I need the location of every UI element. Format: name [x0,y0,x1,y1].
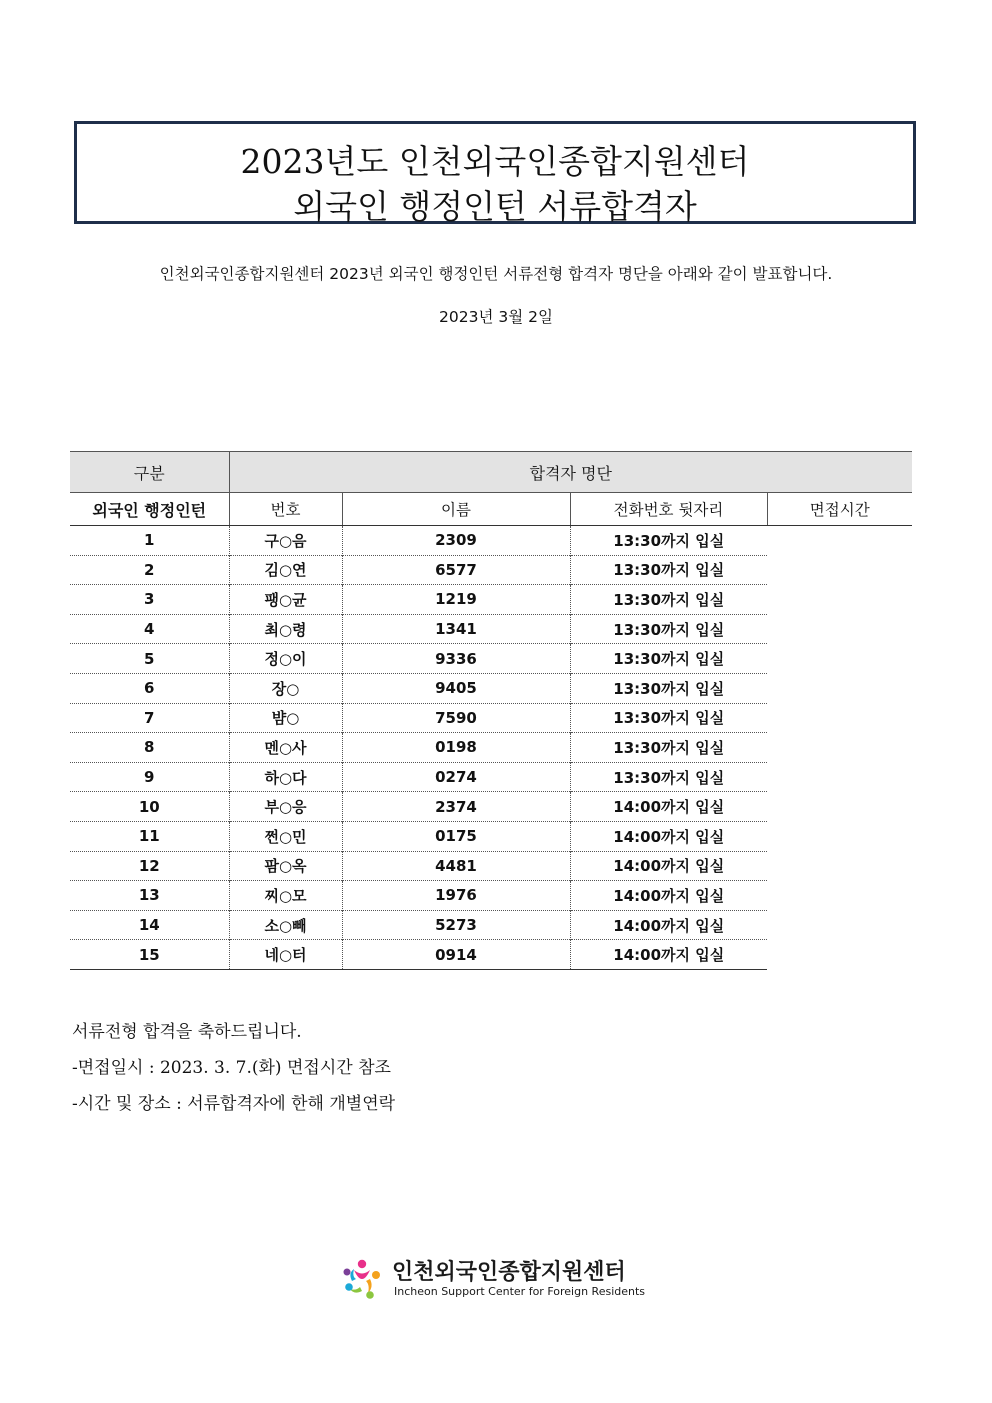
table-row [70,792,912,822]
row-name: 김○연 [229,555,342,585]
row-number: 2 [70,555,229,585]
notes [72,1014,395,1122]
logo-name-en: Incheon Support Center for Foreign Residents [394,1285,646,1298]
header-category: 구분 [70,452,229,493]
row-number: 15 [70,940,229,970]
row-phone: 4481 [342,851,570,881]
row-interview-time: 14:00까지 입실 [570,792,767,822]
column-header: 전화번호 뒷자리 [570,493,767,526]
note-line: 서류전형 합격을 축하드립니다. [72,1022,302,1042]
row-phone: 5273 [342,910,570,940]
table-row [70,555,912,585]
row-number: 4 [70,614,229,644]
table-row [70,703,912,733]
category-cell: 외국인 행정인턴 [70,493,229,526]
row-phone: 2374 [342,792,570,822]
row-name: 구○음 [229,526,342,556]
row-phone: 0914 [342,940,570,970]
row-number: 13 [70,881,229,911]
table-row [70,762,912,792]
table-row [70,910,912,940]
row-interview-time: 13:30까지 입실 [570,585,767,615]
column-header: 면접시간 [767,493,912,526]
row-name: 최○령 [229,614,342,644]
row-interview-time: 13:30까지 입실 [570,555,767,585]
row-name: 쩐○민 [229,821,342,851]
note-line: -시간 및 장소 : 서류합격자에 한해 개별연락 [72,1094,396,1114]
row-name: 팜○옥 [229,851,342,881]
row-interview-time: 14:00까지 입실 [570,910,767,940]
table-row [70,940,912,970]
row-number: 9 [70,762,229,792]
row-phone: 1341 [342,614,570,644]
row-name: 뱜○ [229,703,342,733]
row-number: 14 [70,910,229,940]
row-phone: 1219 [342,585,570,615]
title-line-1: 2023년도 인천외국인종합지원센터 [240,142,750,181]
row-phone: 1976 [342,881,570,911]
title-line-2: 외국인 행정인턴 서류합격자 [293,187,697,226]
column-header: 이름 [342,493,570,526]
title-box [74,121,916,224]
row-name: 하○다 [229,762,342,792]
row-number: 11 [70,821,229,851]
table-row [70,673,912,703]
center-logo [340,1255,670,1305]
row-interview-time: 14:00까지 입실 [570,851,767,881]
table-row [70,585,912,615]
table-row [70,821,912,851]
row-interview-time: 13:30까지 입실 [570,644,767,674]
row-interview-time: 13:30까지 입실 [570,703,767,733]
column-header-row [70,493,912,526]
table-header-row [70,452,912,493]
row-interview-time: 13:30까지 입실 [570,526,767,556]
row-name: 멘○사 [229,733,342,763]
people-circle-logo-icon [340,1257,384,1301]
row-number: 1 [70,526,229,556]
table-row [70,644,912,674]
row-phone: 7590 [342,703,570,733]
row-name: 소○빼 [229,910,342,940]
row-name: 부○응 [229,792,342,822]
row-number: 6 [70,673,229,703]
note-line: -면접일시 : 2023. 3. 7.(화) 면접시간 참조 [72,1058,391,1078]
header-list: 합격자 명단 [229,452,912,493]
row-interview-time: 14:00까지 입실 [570,940,767,970]
table-row [70,733,912,763]
row-phone: 9336 [342,644,570,674]
table-row [70,526,912,556]
row-number: 3 [70,585,229,615]
row-name: 네○터 [229,940,342,970]
row-number: 12 [70,851,229,881]
row-number: 5 [70,644,229,674]
row-interview-time: 13:30까지 입실 [570,733,767,763]
row-phone: 0198 [342,733,570,763]
logo-name-kr: 인천외국인종합지원센터 [392,1260,626,1285]
intro-text: 인천외국인종합지원센터 2023년 외국인 행정인턴 서류전형 합격자 명단을 아래와 같이 발표합니다. [159,265,833,283]
table-row [70,614,912,644]
row-interview-time: 14:00까지 입실 [570,881,767,911]
row-phone: 9405 [342,673,570,703]
row-interview-time: 13:30까지 입실 [570,762,767,792]
row-interview-time: 14:00까지 입실 [570,821,767,851]
row-phone: 0175 [342,821,570,851]
announcement-date: 2023년 3월 2일 [439,308,553,326]
row-phone: 2309 [342,526,570,556]
row-phone: 0274 [342,762,570,792]
row-interview-time: 13:30까지 입실 [570,614,767,644]
row-name: 정○이 [229,644,342,674]
row-interview-time: 13:30까지 입실 [570,673,767,703]
row-number: 7 [70,703,229,733]
column-header: 번호 [229,493,342,526]
row-name: 찌○모 [229,881,342,911]
row-number: 8 [70,733,229,763]
table-row [70,851,912,881]
row-phone: 6577 [342,555,570,585]
row-name: 팽○균 [229,585,342,615]
table-row [70,881,912,911]
applicant-table [70,451,912,970]
row-name: 장○ [229,673,342,703]
row-number: 10 [70,792,229,822]
